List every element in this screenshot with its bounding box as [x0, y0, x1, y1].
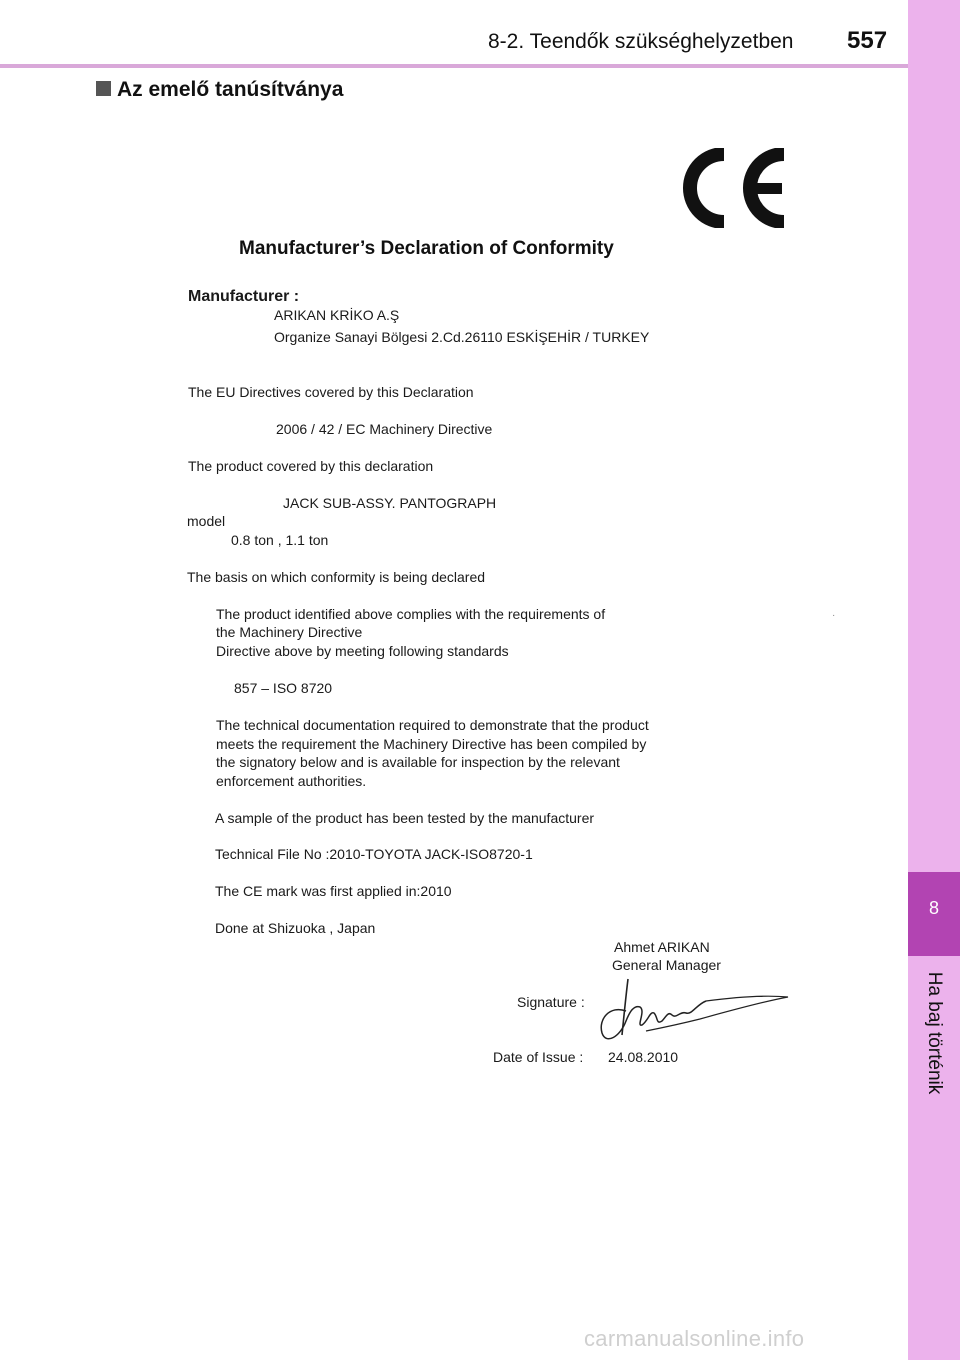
- model-value: 0.8 ton , 1.1 ton: [231, 532, 329, 548]
- compliance-line: The product identified above complies with the requirements of: [216, 606, 606, 622]
- compliance-line: the Machinery Directive: [216, 624, 363, 640]
- declaration-title: Manufacturer’s Declaration of Conformity: [239, 238, 614, 259]
- manufacturer-address: Organize Sanayi Bölgesi 2.Cd.26110 ESKİŞEHİR / TURKEY: [274, 329, 650, 345]
- done-at: Done at Shizuoka , Japan: [215, 920, 376, 936]
- technical-line: enforcement authorities.: [216, 773, 367, 789]
- signature-label: Signature :: [517, 994, 585, 1010]
- chapter-side-tab: [908, 0, 960, 1360]
- standard-value: 857 – ISO 8720: [234, 680, 333, 696]
- handwritten-signature: [596, 975, 792, 1047]
- watermark: carmanualsonline.info: [584, 1326, 805, 1351]
- ce-mark-icon: [680, 148, 790, 228]
- chapter-label: Ha baj történik: [924, 971, 945, 1095]
- directive-value: 2006 / 42 / EC Machinery Directive: [276, 421, 493, 437]
- technical-line: The technical documentation required to demonstrate that the product: [216, 717, 649, 733]
- date-label: Date of Issue :: [493, 1049, 584, 1065]
- technical-line: meets the requirement the Machinery Directive has been compiled by: [216, 736, 647, 752]
- product-label: The product covered by this declaration: [188, 458, 434, 474]
- technical-line: the signatory below and is available for inspection by the relevant: [216, 754, 620, 770]
- stray-mark: ·: [832, 610, 836, 621]
- section-heading: [96, 78, 343, 102]
- running-header-title: 8-2. Teendők szükséghelyzetben: [488, 30, 794, 53]
- signatory-name: Ahmet ARIKAN: [614, 939, 710, 955]
- manufacturer-name: ARIKAN KRİKO A.Ş: [274, 307, 400, 323]
- signatory-title: General Manager: [612, 957, 721, 973]
- date-value: 24.08.2010: [608, 1049, 679, 1065]
- sample-statement: A sample of the product has been tested by the manufacturer: [215, 810, 595, 826]
- page-number: 557: [847, 27, 888, 54]
- compliance-line: Directive above by meeting following standards: [216, 643, 509, 659]
- ce-first-applied: The CE mark was first applied in:2010: [215, 883, 452, 899]
- square-bullet-icon: [96, 81, 111, 96]
- section-heading-text: Az emelő tanúsítványa: [117, 78, 344, 101]
- chapter-number-tab: 8: [908, 872, 960, 956]
- technical-file: Technical File No :2010-TOYOTA JACK-ISO8720-1: [215, 846, 533, 862]
- product-value: JACK SUB-ASSY. PANTOGRAPH: [283, 495, 497, 511]
- model-label: model: [187, 513, 226, 529]
- basis-label: The basis on which conformity is being declared: [187, 569, 486, 585]
- manufacturer-label: Manufacturer :: [188, 288, 300, 305]
- directives-label: The EU Directives covered by this Declaration: [188, 384, 474, 400]
- header-divider: [0, 64, 960, 68]
